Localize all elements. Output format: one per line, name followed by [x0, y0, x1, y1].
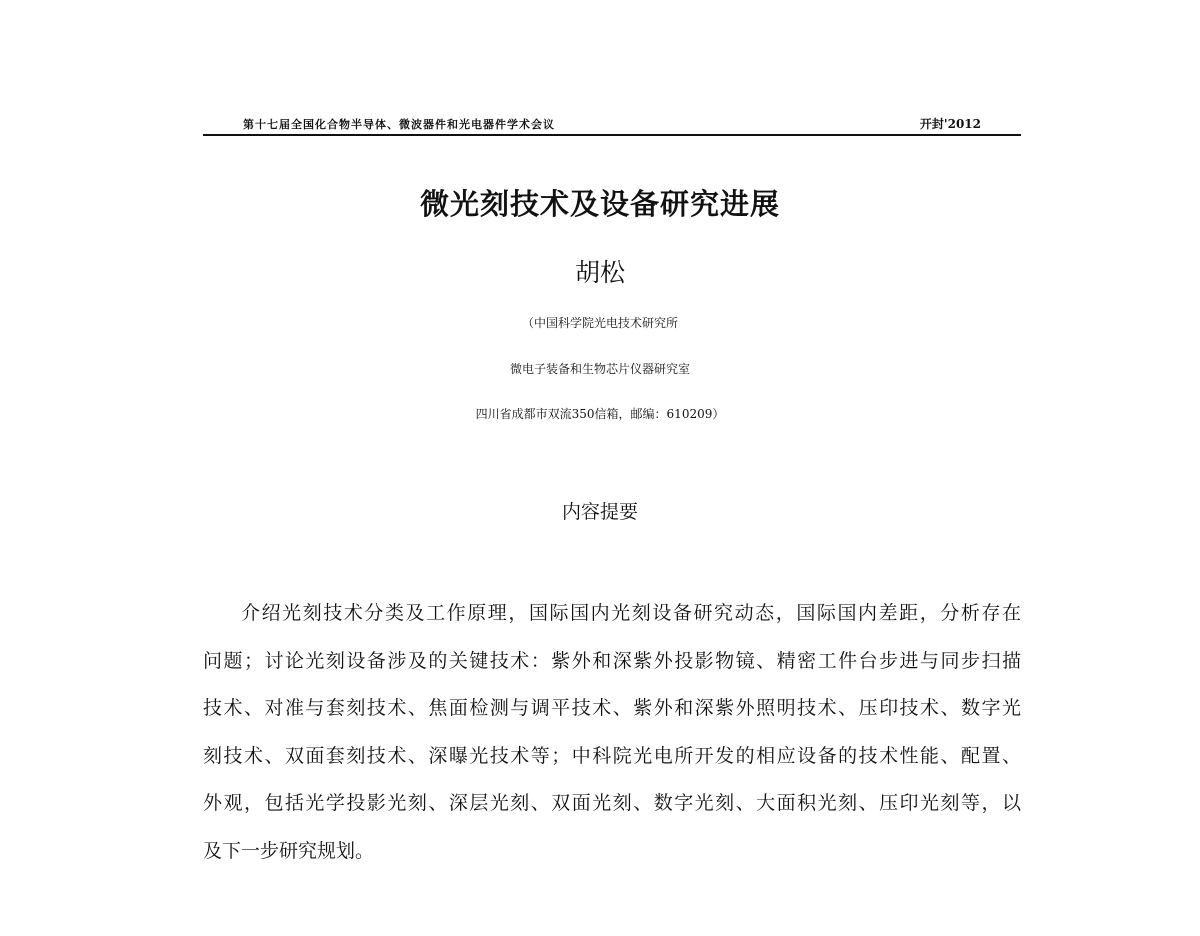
abstract-line: 外观，包括光学投影光刻、深层光刻、双面光刻、数字光刻、大面积光刻、压印光刻等，以 — [203, 792, 1021, 814]
affiliation-line-3: 四川省成都市双流350信箱，邮编：610209） — [475, 407, 725, 421]
affiliation-line-1: （中国科学院光电技术研究所 — [521, 316, 678, 330]
paper-author: 胡松 — [574, 258, 625, 287]
abstract-line: 刻技术、双面套刻技术、深曝光技术等；中科院光电所开发的相应设备的技术性能、配置、 — [203, 744, 1021, 767]
abstract-heading: 内容提要 — [561, 501, 638, 523]
abstract-line: 介绍光刻技术分类及工作原理，国际国内光刻设备研究动态，国际国内差距，分析存在 — [241, 602, 1021, 624]
paper-title: 微光刻技术及设备研究进展 — [419, 187, 780, 221]
abstract-line: 及下一步研究规划。 — [203, 839, 375, 862]
affiliation-line-2: 微电子装备和生物芯片仪器研究室 — [509, 362, 690, 376]
abstract-line: 技术、对准与套刻技术、焦面检测与调平技术、紫外和深紫外照明技术、压印技术、数字光 — [203, 697, 1021, 719]
conference-location-year: 开封'2012 — [919, 117, 981, 131]
running-header — [203, 112, 1021, 136]
conference-name: 第十七届全国化合物半导体、微波器件和光电器件学术会议 — [243, 118, 555, 131]
abstract-body — [203, 590, 1021, 875]
abstract-line: 问题；讨论光刻设备涉及的关键技术：紫外和深紫外投影物镜、精密工件台步进与同步扫描 — [203, 649, 1021, 672]
